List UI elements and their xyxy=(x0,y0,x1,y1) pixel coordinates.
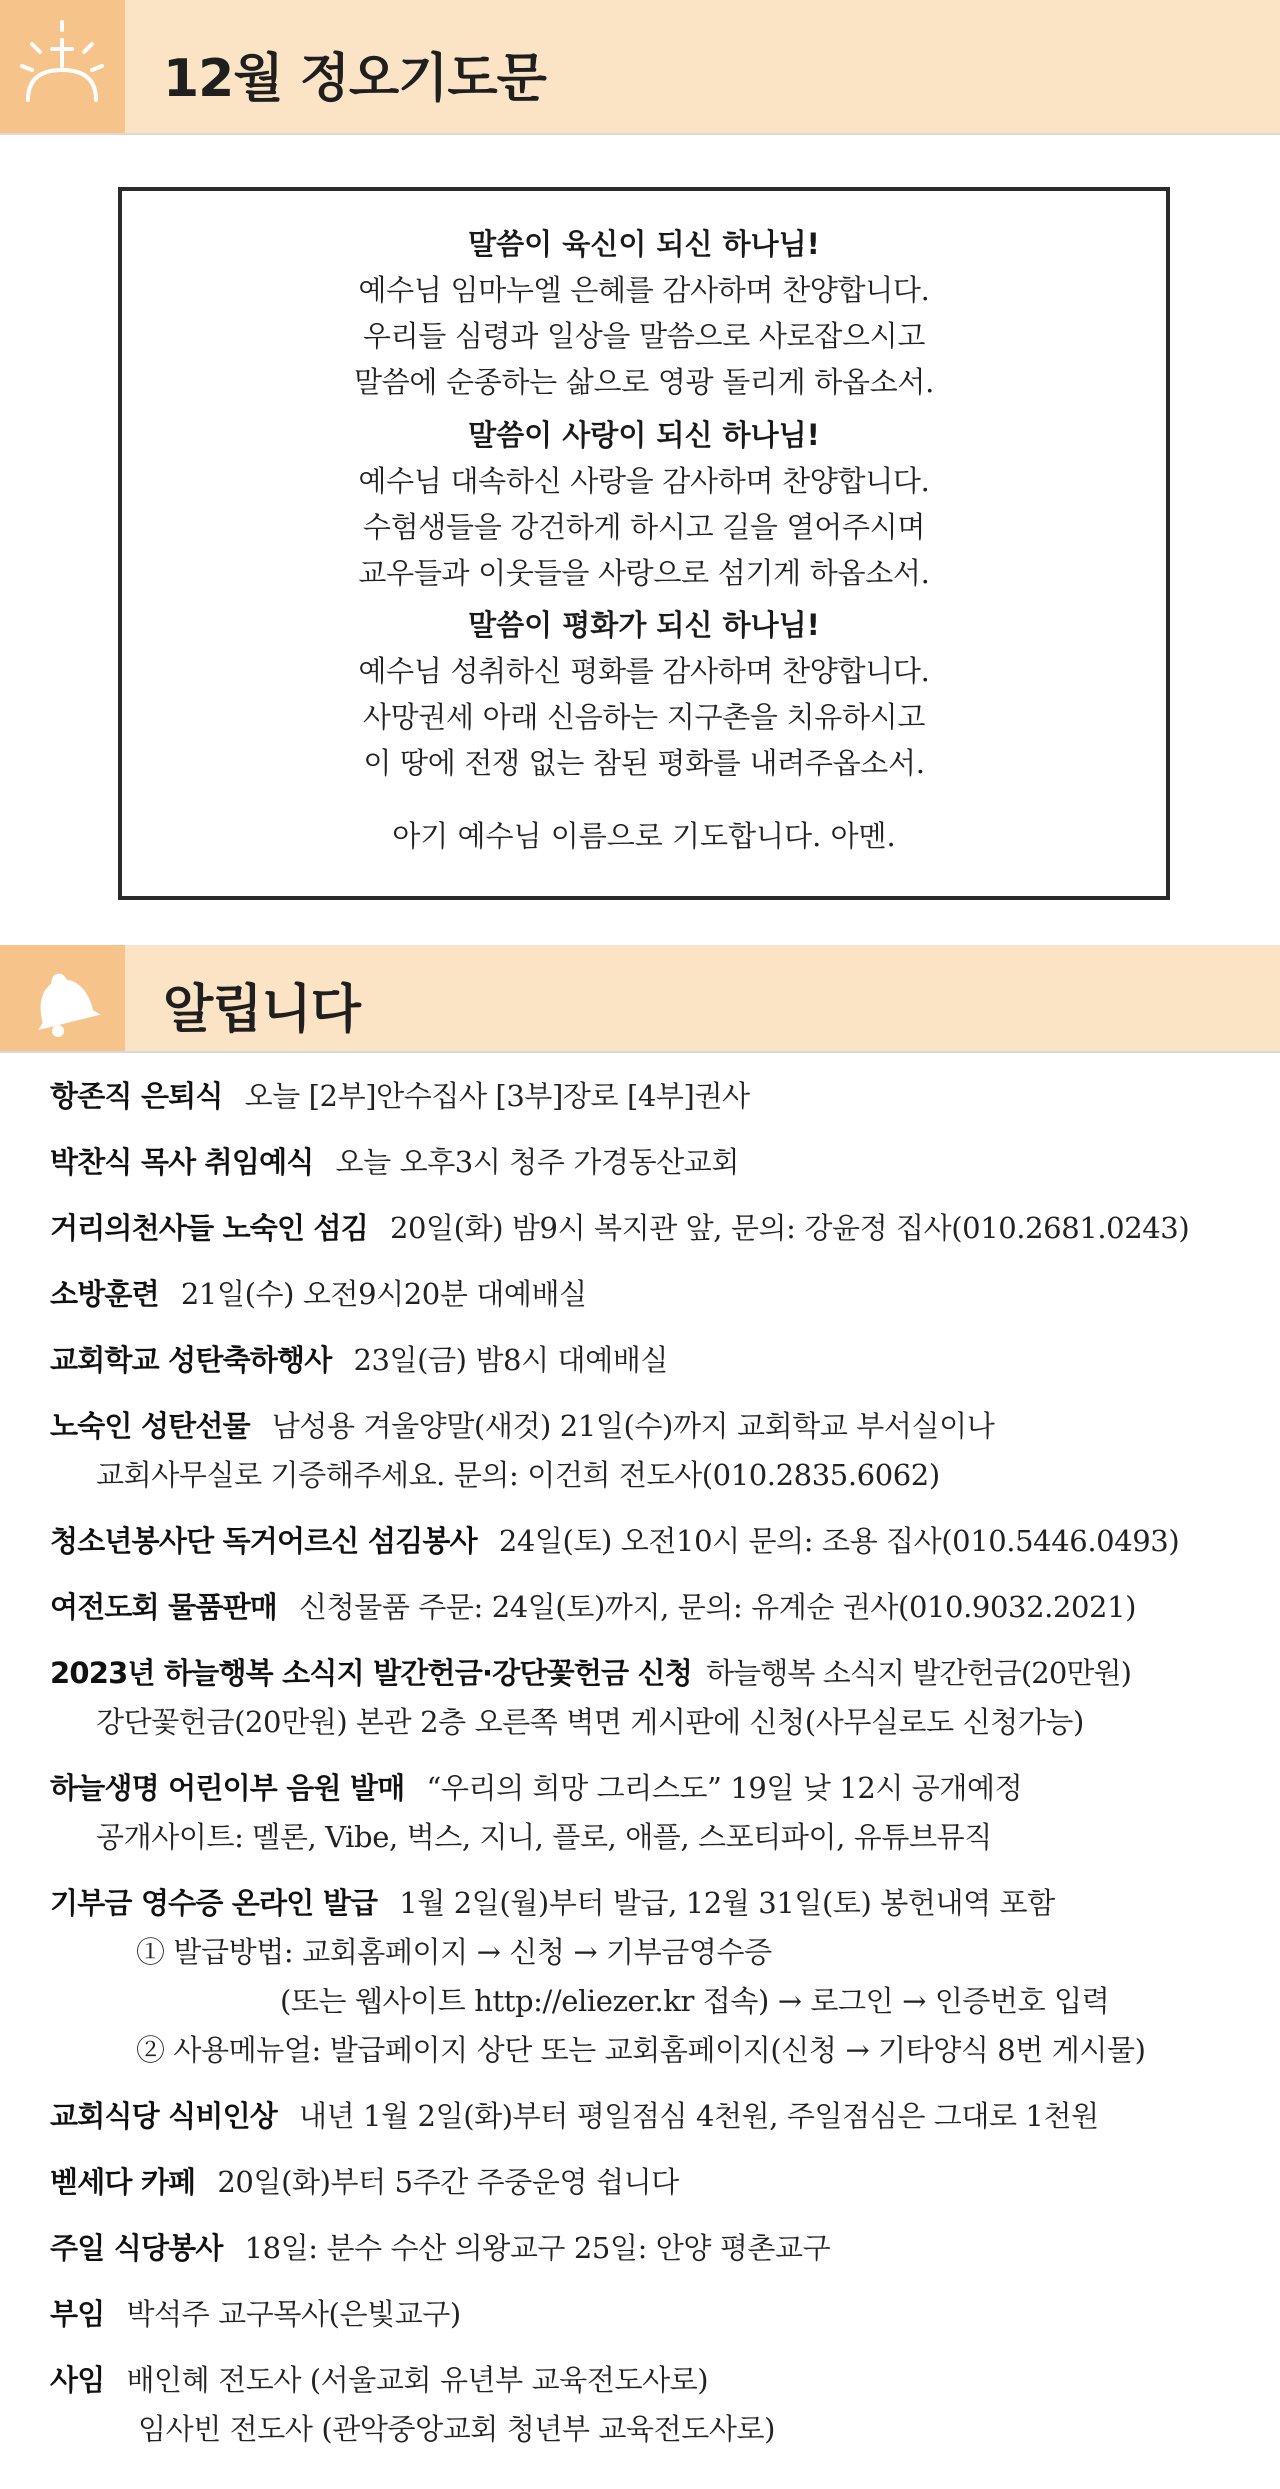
list-item xyxy=(50,1879,1260,2092)
notice-text: 24일(토) 오전10시 문의: 조용 집사(010.5446.0493) xyxy=(498,1524,1180,1558)
stanza-line: 우리들 심령과 일상을 말씀으로 사로잡으시고 xyxy=(362,319,926,353)
notice-text: “우리의 희망 그리스도” 19일 낮 12시 공개예정 xyxy=(426,1771,1023,1805)
sub-text: 교회홈페이지 → 신청 → 기부금영수증 xyxy=(302,1935,772,1969)
notice-title: 교회식당 식비인상 xyxy=(50,2099,278,2133)
notice-title: 노숙인 성탄선물 xyxy=(50,1409,250,1443)
stanza-line: 교우들과 이웃들을 사랑으로 섬기게 하옵소서. xyxy=(358,556,930,590)
notice-title: 여전도회 물품판매 xyxy=(50,1590,278,1624)
list-item xyxy=(50,1764,1260,1879)
prayer-section-header xyxy=(0,0,1280,133)
notice-text: 20일(화)부터 5주간 주중운영 쉽니다 xyxy=(217,2165,679,2199)
cross-sun-icon xyxy=(0,0,125,133)
list-item xyxy=(50,1649,1260,1764)
list-item xyxy=(50,2356,1260,2456)
stanza-line: 이 땅에 전쟁 없는 참된 평화를 내려주옵소서. xyxy=(363,746,925,780)
notice-text: 20일(화) 밤9시 복지관 앞, 문의: 강윤정 집사(010.2681.0243) xyxy=(389,1211,1190,1245)
notice-text: 18일: 분수 수산 의왕교구 25일: 안양 평촌교구 xyxy=(244,2231,831,2265)
notices-section-title: 알립니다 xyxy=(163,980,360,1040)
notice-text: 배인혜 전도사 (서울교회 유년부 교육전도사로) xyxy=(126,2363,709,2397)
notice-title: 교회학교 성탄축하행사 xyxy=(50,1343,332,1377)
stanza-line: 예수님 성취하신 평화를 감사하며 찬양합니다. xyxy=(358,654,930,688)
notices-section-header xyxy=(0,945,1280,1051)
divider xyxy=(0,1051,1280,1053)
sub-label: ① 발급방법: xyxy=(136,1935,294,1969)
notice-sub-line xyxy=(50,2026,1260,2075)
list-item xyxy=(50,1204,1260,1270)
notice-text: 내년 1월 2일(화)부터 평일점심 4천원, 주일점심은 그대로 1천원 xyxy=(299,2099,1099,2133)
notice-continuation: 교회사무실로 기증해주세요. 문의: 이건희 전도사(010.2835.6062) xyxy=(96,1458,940,1492)
notice-title: 하늘생명 어린이부 음원 발매 xyxy=(50,1771,405,1805)
notice-title: 부임 xyxy=(50,2297,105,2331)
list-item xyxy=(50,2158,1260,2224)
notice-title: 2023년 하늘행복 소식지 발간헌금·강단꽃헌금 신청 xyxy=(50,1656,692,1690)
list-item xyxy=(50,1270,1260,1336)
notice-list xyxy=(50,1072,1260,2456)
notice-sub-line xyxy=(50,1977,1260,2026)
stanza-heading: 말씀이 평화가 되신 하나님! xyxy=(468,608,820,642)
divider xyxy=(0,133,1280,135)
sub-label: ② 사용메뉴얼: xyxy=(136,2033,321,2067)
list-item xyxy=(50,1336,1260,1402)
prayer-box xyxy=(118,187,1170,900)
notice-text: 21일(수) 오전9시20분 대예배실 xyxy=(180,1277,587,1311)
notice-title: 사임 xyxy=(50,2363,105,2397)
notice-continuation: 강단꽃헌금(20만원) 본관 2층 오른쪽 벽면 게시판에 신청(사무실로도 신청가능) xyxy=(96,1705,1084,1739)
stanza-line: 수험생들을 강건하게 하시고 길을 열어주시며 xyxy=(362,510,926,544)
prayer-closing: 아기 예수님 이름으로 기도합니다. 아멘. xyxy=(392,819,896,853)
notice-text: 오늘 [2부]안수집사 [3부]장로 [4부]권사 xyxy=(244,1079,750,1113)
stanza-heading: 말씀이 사랑이 되신 하나님! xyxy=(468,418,820,452)
stanza-line: 예수님 임마누엘 은혜를 감사하며 찬양합니다. xyxy=(358,273,930,307)
sub-text: (또는 웹사이트 http://eliezer.kr 접속) → 로그인 → 인증번호 입력 xyxy=(280,1984,1110,2018)
notice-title: 주일 식당봉사 xyxy=(50,2231,223,2265)
bell-icon xyxy=(0,945,125,1051)
stanza-line: 사망권세 아래 신음하는 지구촌을 치유하시고 xyxy=(362,700,926,734)
sub-text: 발급페이지 상단 또는 교회홈페이지(신청 → 기타양식 8번 게시물) xyxy=(329,2033,1146,2067)
notice-text: 오늘 오후3시 청주 가경동산교회 xyxy=(335,1145,740,1179)
notice-title: 소방훈련 xyxy=(50,1277,159,1311)
stanza-heading: 말씀이 육신이 되신 하나님! xyxy=(468,227,820,261)
notice-text: 신청물품 주문: 24일(토)까지, 문의: 유계순 권사(010.9032.2021) xyxy=(299,1590,1137,1624)
list-item xyxy=(50,2224,1260,2290)
list-item xyxy=(50,2092,1260,2158)
notice-title: 벧세다 카페 xyxy=(50,2165,196,2199)
stanza-line: 말씀에 순종하는 삶으로 영광 돌리게 하옵소서. xyxy=(353,365,935,399)
notice-title: 거리의천사들 노숙인 섬김 xyxy=(50,1211,368,1245)
notice-sub-line xyxy=(50,1928,1260,1977)
notice-title: 박찬식 목사 취임예식 xyxy=(50,1145,314,1179)
prayer-stanza xyxy=(122,602,1166,786)
notice-text: 남성용 겨울양말(새것) 21일(수)까지 교회학교 부서실이나 xyxy=(271,1409,995,1443)
notice-title: 기부금 영수증 온라인 발급 xyxy=(50,1886,378,1920)
stanza-line: 예수님 대속하신 사랑을 감사하며 찬양합니다. xyxy=(358,464,930,498)
list-item xyxy=(50,1138,1260,1204)
prayer-stanza xyxy=(122,221,1166,405)
prayer-section-title: 12월 정오기도문 xyxy=(163,49,546,109)
notice-continuation: 공개사이트: 멜론, Vibe, 벅스, 지니, 플로, 애플, 스포티파이, 유튜브뮤직 xyxy=(96,1820,992,1854)
list-item xyxy=(50,2290,1260,2356)
prayer-stanza xyxy=(122,412,1166,596)
list-item xyxy=(50,1072,1260,1138)
notice-text: 박석주 교구목사(은빛교구) xyxy=(126,2297,461,2331)
list-item xyxy=(50,1402,1260,1517)
notice-title: 청소년봉사단 독거어르신 섬김봉사 xyxy=(50,1524,477,1558)
list-item xyxy=(50,1583,1260,1649)
notice-text: 하늘행복 소식지 발간헌금(20만원) xyxy=(705,1656,1132,1690)
notice-text: 23일(금) 밤8시 대예배실 xyxy=(353,1343,668,1377)
notice-text: 1월 2일(월)부터 발급, 12월 31일(토) 봉헌내역 포함 xyxy=(399,1886,1055,1920)
list-item xyxy=(50,1517,1260,1583)
notice-continuation: 임사빈 전도사 (관악중앙교회 청년부 교육전도사로) xyxy=(138,2412,775,2446)
notice-title: 항존직 은퇴식 xyxy=(50,1079,223,1113)
